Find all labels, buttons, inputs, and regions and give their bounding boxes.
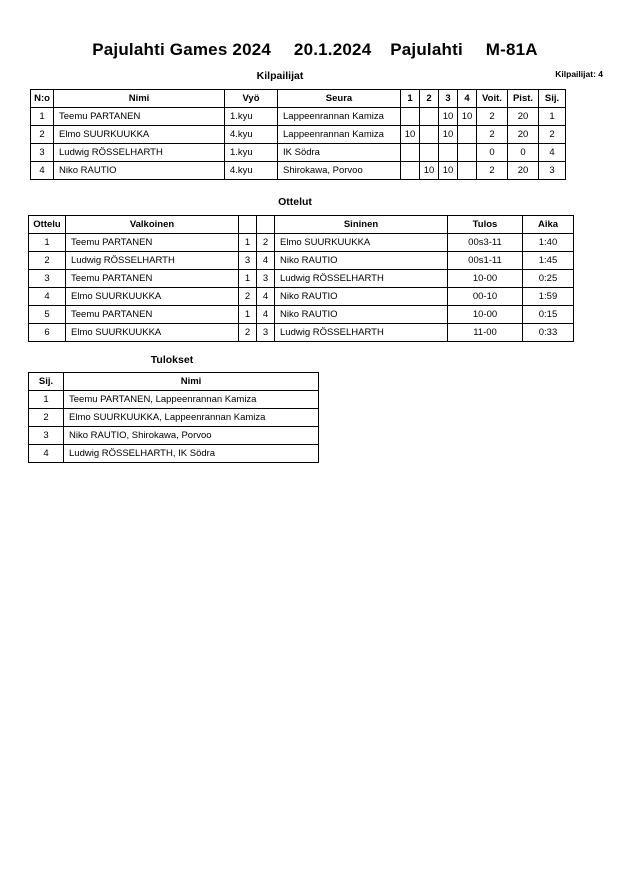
col-header-name: Nimi: [64, 373, 319, 391]
cell-white: Teemu PARTANEN: [66, 270, 239, 288]
cell-wins: 0: [477, 144, 508, 162]
cell-white: Teemu PARTANEN: [66, 234, 239, 252]
cell-m3: 10: [439, 126, 458, 144]
table-header-row: [29, 216, 574, 234]
cell-rank: 1: [539, 108, 566, 126]
cell-name: Niko RAUTIO: [54, 162, 225, 180]
cell-m1: 10: [401, 126, 420, 144]
cell-match-no: 2: [29, 252, 66, 270]
cell-wins: 2: [477, 126, 508, 144]
cell-blue-num: 3: [257, 324, 275, 342]
table-row: [29, 252, 574, 270]
cell-belt: 1.kyu: [225, 144, 278, 162]
cell-match-no: 5: [29, 306, 66, 324]
col-header-white-num: [239, 216, 257, 234]
cell-m3: 10: [439, 108, 458, 126]
cell-time: 1:40: [523, 234, 574, 252]
col-header-time: Aika: [523, 216, 574, 234]
table-header-row: [29, 373, 319, 391]
title-category: M-81A: [485, 40, 538, 59]
matches-table: [28, 215, 574, 342]
cell-points: 20: [508, 108, 539, 126]
cell-blue: Niko RAUTIO: [275, 252, 448, 270]
cell-place: 1: [29, 391, 64, 409]
cell-blue: Ludwig RÖSSELHARTH: [275, 324, 448, 342]
cell-wins: 2: [477, 162, 508, 180]
cell-white: Elmo SUURKUUKKA: [66, 324, 239, 342]
cell-time: 1:59: [523, 288, 574, 306]
cell-blue-num: 4: [257, 252, 275, 270]
cell-name: Niko RAUTIO, Shirokawa, Porvoo: [64, 427, 319, 445]
cell-belt: 4.kyu: [225, 126, 278, 144]
cell-m1: [401, 108, 420, 126]
table-header-row: [31, 90, 566, 108]
col-header-m4: 4: [458, 90, 477, 108]
cell-wins: 2: [477, 108, 508, 126]
col-header-blue-num: [257, 216, 275, 234]
cell-points: 0: [508, 144, 539, 162]
page-title: [0, 40, 630, 60]
cell-blue: Niko RAUTIO: [275, 306, 448, 324]
cell-blue-num: 2: [257, 234, 275, 252]
cell-m4: [458, 126, 477, 144]
table-row: [31, 126, 566, 144]
cell-blue-num: 4: [257, 306, 275, 324]
cell-match-no: 4: [29, 288, 66, 306]
cell-no: 3: [31, 144, 54, 162]
title-venue: Pajulahti: [390, 40, 463, 59]
title-event: Pajulahti Games 2024: [92, 40, 272, 59]
col-header-white: Valkoinen: [66, 216, 239, 234]
cell-no: 4: [31, 162, 54, 180]
cell-club: Lappeenrannan Kamiza: [278, 108, 401, 126]
table-row: [31, 108, 566, 126]
col-header-wins: Voit.: [477, 90, 508, 108]
col-header-m2: 2: [420, 90, 439, 108]
cell-no: 2: [31, 126, 54, 144]
col-header-match-no: Ottelu: [29, 216, 66, 234]
cell-club: Lappeenrannan Kamiza: [278, 126, 401, 144]
cell-time: 0:33: [523, 324, 574, 342]
col-header-m3: 3: [439, 90, 458, 108]
cell-white: Ludwig RÖSSELHARTH: [66, 252, 239, 270]
col-header-points: Pist.: [508, 90, 539, 108]
cell-place: 3: [29, 427, 64, 445]
cell-name: Ludwig RÖSSELHARTH, IK Södra: [64, 445, 319, 463]
cell-club: Shirokawa, Porvoo: [278, 162, 401, 180]
cell-m1: [401, 144, 420, 162]
col-header-rank: Sij.: [539, 90, 566, 108]
cell-m3: [439, 144, 458, 162]
cell-points: 20: [508, 126, 539, 144]
competitors-caption: Kilpailijat: [256, 70, 304, 82]
table-row: [31, 144, 566, 162]
table-row: [29, 234, 574, 252]
cell-name: Elmo SUURKUUKKA: [54, 126, 225, 144]
cell-white-num: 1: [239, 270, 257, 288]
cell-white: Elmo SUURKUUKKA: [66, 288, 239, 306]
cell-club: IK Södra: [278, 144, 401, 162]
results-table: [28, 372, 319, 463]
cell-match-no: 1: [29, 234, 66, 252]
col-header-place: Sij.: [29, 373, 64, 391]
cell-match-no: 3: [29, 270, 66, 288]
cell-points: 20: [508, 162, 539, 180]
cell-place: 2: [29, 409, 64, 427]
cell-result: 10-00: [448, 270, 523, 288]
col-header-m1: 1: [401, 90, 420, 108]
cell-white-num: 2: [239, 288, 257, 306]
matches-caption: Ottelut: [278, 196, 312, 208]
cell-m4: 10: [458, 108, 477, 126]
cell-white-num: 3: [239, 252, 257, 270]
table-row: [29, 288, 574, 306]
cell-name: Teemu PARTANEN, Lappeenrannan Kamiza: [64, 391, 319, 409]
cell-belt: 1.kyu: [225, 108, 278, 126]
cell-m2: [420, 144, 439, 162]
cell-m3: 10: [439, 162, 458, 180]
cell-result: 10-00: [448, 306, 523, 324]
cell-blue: Niko RAUTIO: [275, 288, 448, 306]
cell-blue: Elmo SUURKUUKKA: [275, 234, 448, 252]
cell-time: 0:15: [523, 306, 574, 324]
cell-match-no: 6: [29, 324, 66, 342]
table-row: [29, 306, 574, 324]
cell-name: Ludwig RÖSSELHARTH: [54, 144, 225, 162]
table-row: [31, 162, 566, 180]
table-row: [29, 270, 574, 288]
cell-no: 1: [31, 108, 54, 126]
results-caption: Tulokset: [150, 354, 194, 366]
cell-result: 11-00: [448, 324, 523, 342]
col-header-result: Tulos: [448, 216, 523, 234]
cell-white-num: 1: [239, 306, 257, 324]
cell-m2: [420, 126, 439, 144]
cell-name: Teemu PARTANEN: [54, 108, 225, 126]
cell-time: 1:45: [523, 252, 574, 270]
col-header-belt: Vyö: [225, 90, 278, 108]
cell-result: 00s1-11: [448, 252, 523, 270]
table-row: [29, 391, 319, 409]
table-row: [29, 427, 319, 445]
cell-blue-num: 3: [257, 270, 275, 288]
cell-white-num: 2: [239, 324, 257, 342]
table-row: [29, 445, 319, 463]
table-row: [29, 324, 574, 342]
cell-blue: Ludwig RÖSSELHARTH: [275, 270, 448, 288]
col-header-name: Nimi: [54, 90, 225, 108]
col-header-club: Seura: [278, 90, 401, 108]
col-header-no: N:o: [31, 90, 54, 108]
cell-rank: 3: [539, 162, 566, 180]
cell-place: 4: [29, 445, 64, 463]
cell-blue-num: 4: [257, 288, 275, 306]
cell-belt: 4.kyu: [225, 162, 278, 180]
cell-result: 00s3-11: [448, 234, 523, 252]
competitors-table: [30, 89, 566, 180]
col-header-blue: Sininen: [275, 216, 448, 234]
table-row: [29, 409, 319, 427]
cell-rank: 4: [539, 144, 566, 162]
cell-m4: [458, 144, 477, 162]
cell-white-num: 1: [239, 234, 257, 252]
cell-m2: [420, 108, 439, 126]
cell-result: 00-10: [448, 288, 523, 306]
title-date: 20.1.2024: [293, 40, 372, 59]
cell-white: Teemu PARTANEN: [66, 306, 239, 324]
cell-m1: [401, 162, 420, 180]
competitor-count: Kilpailijat: 4: [555, 69, 603, 79]
cell-m2: 10: [420, 162, 439, 180]
cell-time: 0:25: [523, 270, 574, 288]
cell-name: Elmo SUURKUUKKA, Lappeenrannan Kamiza: [64, 409, 319, 427]
cell-rank: 2: [539, 126, 566, 144]
cell-m4: [458, 162, 477, 180]
